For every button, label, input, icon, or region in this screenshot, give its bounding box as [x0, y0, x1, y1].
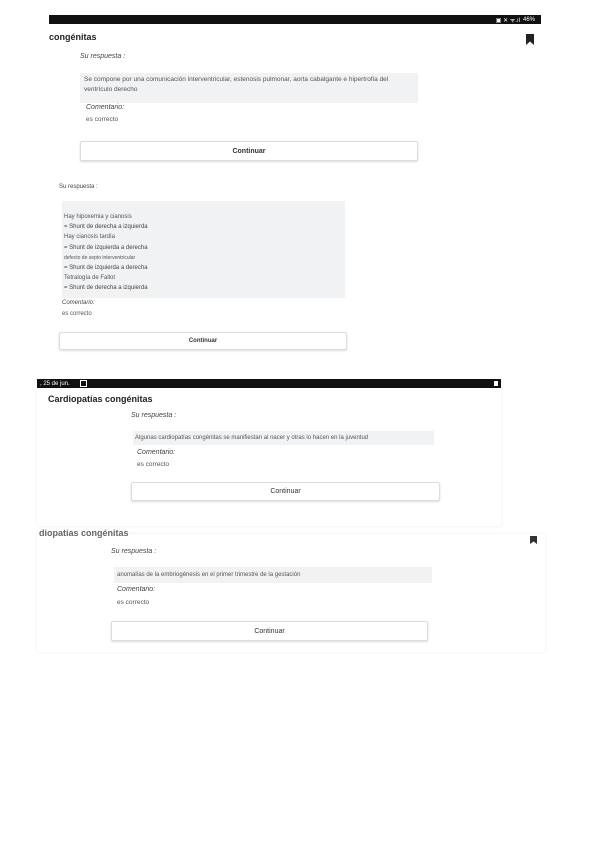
- comment-label: Comentario:: [86, 104, 125, 111]
- answer-list: [62, 201, 345, 298]
- battery-level: 46%: [522, 16, 535, 23]
- status-bar-mid: [37, 379, 501, 388]
- list-item: Hay cianosis tardía: [64, 234, 116, 241]
- screenshot-panel-1: [49, 24, 542, 194]
- answer-label: Su respuesta :: [131, 412, 177, 419]
- status-bar-top: [49, 15, 541, 24]
- screenshot-panel-3: [37, 388, 501, 526]
- answer-text: Se compone por una comunicación interventricular, estenosis pulmonar, aorta cabalgante e hipertrofia del ventrículo derecho: [80, 73, 418, 103]
- answer-label: Su respuesta :: [59, 184, 98, 190]
- screenshot-panel-4: [37, 528, 545, 652]
- screenshot-panel-2: [49, 178, 422, 380]
- list-item: Tetralogía de Fallot: [64, 275, 116, 282]
- list-item: = Shunt de izquierda a derecha: [64, 265, 148, 272]
- status-time: , 25 de jun.: [40, 380, 70, 387]
- comment-text: es correcto: [62, 311, 92, 317]
- continue-button[interactable]: Continuar: [59, 332, 347, 350]
- comment-label: Comentario:: [137, 449, 176, 456]
- notification-icon: [494, 381, 498, 386]
- answer-label: Su respuesta :: [80, 53, 126, 60]
- continue-button[interactable]: Continuar: [111, 621, 428, 641]
- list-item: = Shunt de izquierda a derecha: [64, 244, 148, 251]
- comment-text: es correcto: [137, 461, 170, 468]
- list-item: = Shunt de derecha a izquierda: [64, 224, 148, 231]
- comment-text: es correcto: [117, 599, 150, 606]
- list-item: Hay hipoxemia y cianosis: [64, 214, 132, 220]
- list-item: = Shunt de derecha a izquierda: [64, 285, 148, 292]
- page-title: Cardiopatías congénitas: [48, 394, 153, 404]
- continue-button[interactable]: Continuar: [80, 141, 418, 161]
- continue-button[interactable]: Continuar: [131, 482, 440, 501]
- bookmark-icon[interactable]: [526, 32, 534, 43]
- comment-text: es correcto: [86, 116, 119, 123]
- answer-label: Su respuesta :: [111, 548, 157, 555]
- gallery-icon: [80, 380, 87, 387]
- page-title: congénitas: [49, 32, 97, 42]
- answer-text: anomalías de la embriogénesis en el primer trimestre de la gestación: [114, 567, 432, 583]
- comment-label: Comentario:: [117, 586, 156, 593]
- page-title: diopatías congénitas: [39, 528, 129, 538]
- answer-text: Algunas cardiopatías congénitas se manifiestan al nacer y otras lo hacen en la juventud: [133, 431, 434, 445]
- comment-label: Comentario:: [62, 300, 95, 306]
- list-item: defecto de septo interventricular: [64, 254, 136, 261]
- status-icons: ▣ ✕ ᯤ.ıl: [495, 17, 520, 24]
- bookmark-icon[interactable]: [530, 531, 537, 539]
